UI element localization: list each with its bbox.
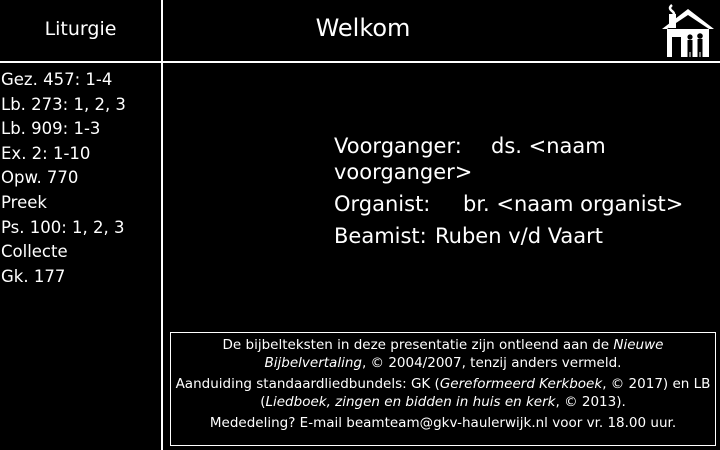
list-item: Gk. 177 bbox=[1, 266, 66, 286]
list-item: Lb. 909: 1-3 bbox=[1, 119, 101, 139]
role-label: Organist: bbox=[334, 192, 431, 216]
service-roles bbox=[334, 133, 714, 255]
church-family-logo-icon bbox=[660, 3, 716, 59]
role-value: ds. <naam voorganger> bbox=[334, 134, 606, 184]
list-item: Opw. 770 bbox=[1, 168, 79, 188]
liturgy-list bbox=[1, 68, 126, 289]
role-value: br. <naam organist> bbox=[463, 192, 684, 216]
role-voorganger bbox=[334, 133, 714, 185]
role-label: Beamist: bbox=[334, 224, 427, 248]
list-item: Lb. 273: 1, 2, 3 bbox=[1, 94, 126, 114]
role-beamist bbox=[334, 223, 714, 249]
list-item: Preek bbox=[1, 192, 47, 212]
songbook-notice: Aanduiding standaardliedbundels: GK (Gereformeerd Kerkboek, © 2017) en LB (Liedboek, zingen en bidden in huis en kerk, © 2013). bbox=[175, 376, 711, 410]
list-item: Ps. 100: 1, 2, 3 bbox=[1, 217, 125, 237]
sidebar-divider bbox=[161, 0, 163, 450]
copyright-notice bbox=[170, 332, 716, 446]
role-label: Voorganger: bbox=[334, 134, 462, 158]
contact-notice: Mededeling? E-mail beamteam@gkv-haulerwijk.nl voor vr. 18.00 uur. bbox=[209, 415, 677, 431]
list-item: Gez. 457: 1-4 bbox=[1, 70, 113, 89]
page-title: Welkom bbox=[315, 14, 411, 42]
header-divider bbox=[0, 61, 720, 63]
role-organist bbox=[334, 191, 714, 217]
role-value: Ruben v/d Vaart bbox=[435, 224, 604, 248]
sidebar-title: Liturgie bbox=[44, 18, 117, 40]
list-item: Ex. 2: 1-10 bbox=[1, 143, 91, 163]
list-item: Collecte bbox=[1, 242, 68, 262]
bible-notice: De bijbelteksten in deze presentatie zijn ontleend aan de Nieuwe Bijbelvertaling, © 2004/2007, tenzij anders vermeld. bbox=[222, 337, 664, 371]
